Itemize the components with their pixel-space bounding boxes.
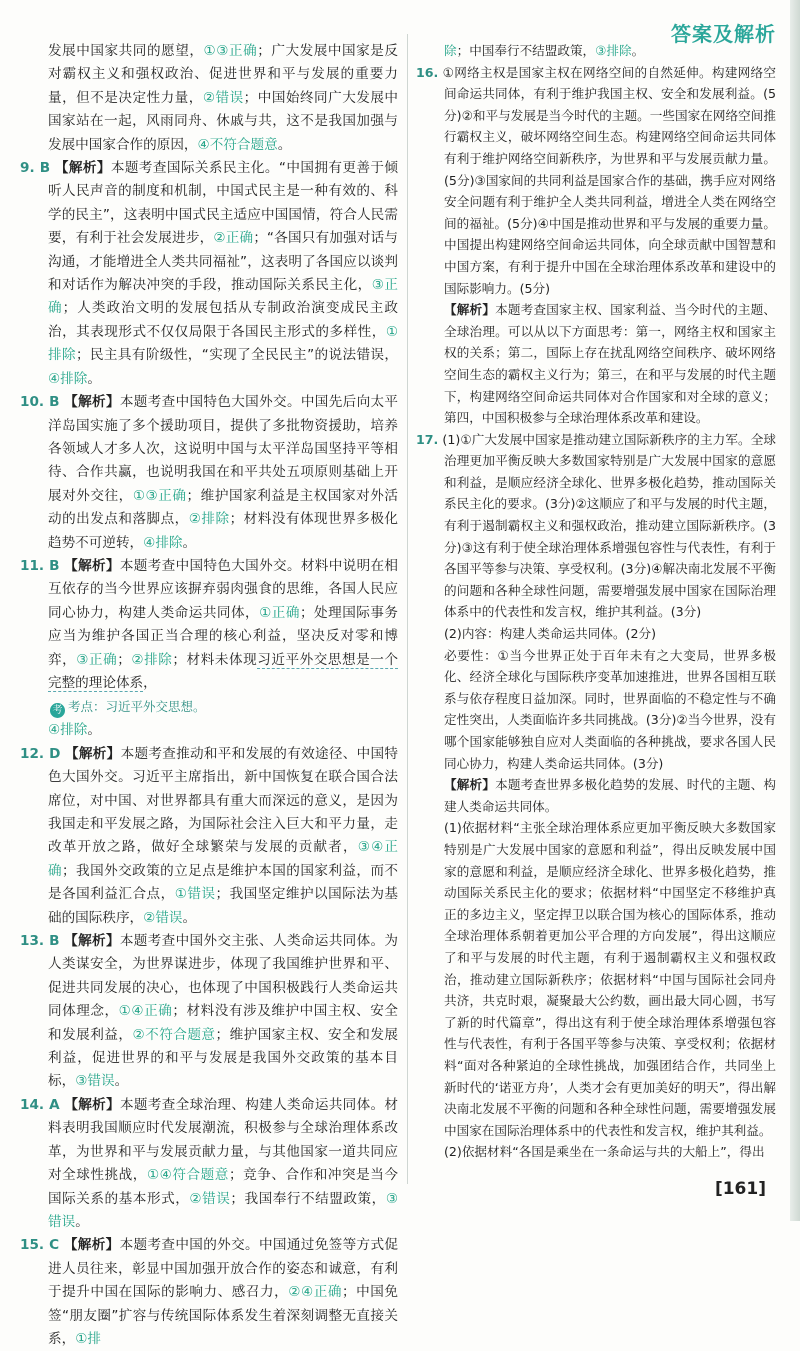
underlined-phrase: 习近平外交思想是一个完整的理论体系 <box>48 651 399 691</box>
answer-11-tail: ④排除。 <box>48 722 101 739</box>
answer-13: 13. B 【解析】本题考查中国外交主张、人类命运共同体。为人类谋安全，为世界谋进步，体现了我国维护世界和平、促进共同发展的决心，也体现了中国积极践行人类命运共同体理念，①④正确；材料没有涉及维护中国主权、安全和发展利益，②不符合题意；维护国家主权、安全和发展利益，促进世界的和平与发展是我国外交政策的基本目标，③错误。 <box>20 933 399 1090</box>
page-edge <box>790 0 800 1221</box>
answer-17-part2: (2)内容：构建人类命运共同体。(2分) <box>444 626 656 642</box>
answer-17-analysis-2: (2)依据材料“各国是乘坐在一条命运与共的大船上”，得出 <box>444 1144 765 1160</box>
exam-point-note: 考 考点：习近平外交思想。 <box>20 695 398 719</box>
answer-17-analysis-1: (1)依据材料“主张全球治理体系应更加平衡反映大多数国家特别是广大发展中国家的意愿和利益”，得出反映发展中国家的意愿和利益，是顺应经济全球化、世界多极化趋势，推动国际关系民主化的要求；依据材料“中国坚定不移维护真正的多边主义，坚定捍卫以联合国为核心的国际体系，推动全球治理体系朝着更加公平合理的方向发展”，得出这顺应了和平与发展的时代主题，有利于遏制霸权主义和强权政治，推动建立国际新秩序；依据材料“中国与国际社会同舟共济，共克时艰，凝聚最大公约数，画出最大同心圆，书写了新的时代篇章”，得出这有利于使全球治理体系增强包容性与代表性，有利于各国平等参与决策、享受权利；依据材料“面对各种紧迫的全球性挑战，加强团结合作，共同坐上新时代的‘诺亚方舟’，人类才会有更加美好的明天”，得出解决南北发展不平衡的问题和各种全球性问题，需要增强发展中国家在国际治理体系中的代表性和发言权，维护其利益。 <box>444 820 776 1138</box>
answer-8-continued: 发展中国家共同的愿望，①③正确；广大发展中国家是反对霸权主义和强权政治、促进世界和平与发展的重要力量，但不是决定性力量，②错误；中国始终同广大发展中国家站在一起，风雨同舟、休戚与共，这不是我国加强与发展中国家合作的原因，④不符合题意。 <box>48 43 399 153</box>
answer-16: 16. ①网络主权是国家主权在网络空间的自然延伸。构建网络空间命运共同体，有利于维护我国主权、安全和发展利益。(5分)②和平与发展是当今时代的主题。一些国家在网络空间推行霸权主义，破坏网络空间生态。构建网络空间命运共同体有利于维护网络空间新秩序，为世界和平与发展贡献力量。(5分)③国家间的共同利益是国家合作的基础，携手应对网络安全问题有利于维护全人类共同利益，增进全人类在网络空间的福祉。(5分)④中国是推动世界和平与发展的重要力量。中国提出构建网络空间命运共同体，向全球贡献中国智慧和中国方案，有利于提升中国在全球治理体系改革和建设中的国际影响力。(5分) <box>416 64 776 296</box>
answer-14: 14. A 【解析】本题考查全球治理、构建人类命运共同体。材料表明我国顺应时代发展潮流，积极参与全球治理体系改革，为世界和平与发展贡献力量，与其他国家一道共同应对全球性挑战，①④符合题意；竞争、合作和冲突是当今国际关系的基本形式，②错误；我国奉行不结盟政策，③错误。 <box>20 1096 399 1230</box>
answer-17-analysis: 【解析】本题考查世界多极化趋势的发展、时代的主题、构建人类命运共同体。 <box>444 777 777 814</box>
page-number: [161] <box>714 1179 766 1199</box>
answer-15: 15. C 【解析】本题考查中国的外交。中国通过免签等方式促进人员往来，彰显中国加强开放合作的姿态和诚意，有利于提升中国在国际的影响力、感召力，②④正确；中国免签“朋友圈”扩容与传统国际体系发生着深刻调整无直接关系，①排 <box>20 1237 399 1347</box>
answer-12: 12. D 【解析】本题考查推动和平和发展的有效途径、中国特色大国外交。习近平主席指出，新中国恢复在联合国合法席位，对中国、对世界都具有重大而深远的意义，是因为我国走和平发展之路，为国际社会注入巨大和平力量，走改革开放之路，做好全球繁荣与发展的贡献者，③④正确；我国外交政策的立足点是维护本国的国家利益，而不是各国利益汇合点，①错误；我国坚定维护以国际法为基础的国际秩序，②错误。 <box>20 745 399 926</box>
exam-point-icon: 考 <box>50 703 65 718</box>
page-header-title: 答案及解析 <box>671 22 776 46</box>
answer-16-analysis: 【解析】本题考查国家主权、国家利益、当今时代的主题、全球治理。可以从以下方面思考：第一，网络主权和国家主权的关系；第二，国际上存在扰乱网络空间秩序、破坏网络空间生态的霸权主义行为；第三，在和平与发展的时代主题下，构建网络空间命运共同体对合作国家和对全球的意义；第四，中国积极参与全球治理体系改革和建设。 <box>444 302 777 426</box>
answer-15-continued: 除；中国奉行不结盟政策，③排除。 <box>444 43 645 58</box>
answer-17: 17. (1)①广大发展中国家是推动建立国际新秩序的主力军。全球治理更加平衡反映大多数国家特别是广大发展中国家的意愿和利益，是顺应经济全球化、世界多极化趋势，推动国际关系民主化的要求。(3分)②这顺应了和平与发展的时代主题，有利于遏制霸权主义和强权政治，推动建立国际新秩序。(3分)③这有利于使全球治理体系增强包容性与代表性，有利于各国平等参与决策、享受权利。(3分)④解决南北发展不平衡的问题和各种全球性问题，需要增强发展中国家在国际治理体系中的代表性和发言权，维护其利益。(3分) <box>416 431 776 620</box>
answer-17-necessity: 必要性：①当今世界正处于百年未有之大变局，世界多极化、经济全球化与国际秩序变革加速推进，世界各国相互联系与依存程度日益加深。同时，世界面临的不稳定性与不确定性突出，人类面临许多共同挑战。(3分)②当今世界，没有哪个国家能够独自应对人类面临的各种挑战，要求各国人民同心协力，构建人类命运共同体。(3分) <box>444 647 776 771</box>
left-column <box>20 40 398 1351</box>
answer-11: 11. B 【解析】本题考查中国特色大国外交。材料中说明在相互依存的当今世界应该摒弃弱肉强食的思维，各国人民应同心协力，构建人类命运共同体，①正确；处理国际事务应当为维护各国正当合理的核心利益，坚决反对零和博弈，③正确；②排除；材料未体现习近平外交思想是一个完整的理论体系， <box>20 557 399 691</box>
answer-10: 10. B 【解析】本题考查中国特色大国外交。中国先后向太平洋岛国实施了多个援助项目，提供了多批物资援助，培养各领域人才多人次，这说明中国与太平洋岛国坚持平等相待、合作共赢，也说明我国在和平共处五项原则基础上开展对外交往，①③正确；维护国家利益是主权国家对外活动的出发点和落脚点，②排除；材料没有体现世界多极化趋势不可逆转，④排除。 <box>20 394 399 551</box>
answer-9: 9. B 【解析】本题考查国际关系民主化。“中国拥有更善于倾听人民声音的制度和机制，中国式民主是一种有效的、科学的民主”，这表明中国式民主适应中国国情，符合人民需要，有利于社会发展进步，②正确；“各国只有加强对话与沟通，才能增进全人类共同福祉”，这表明了各国应以谈判和对话作为解决冲突的手段，推动国际关系民主化，③正确；人类政治文明的发展包括从专制政治演变成民主政治，其表现形式不仅仅局限于各国民主形式的多样性，①排除；民主具有阶级性，“实现了全民民主”的说法错误，④排除。 <box>20 160 399 387</box>
right-column <box>416 40 776 1163</box>
